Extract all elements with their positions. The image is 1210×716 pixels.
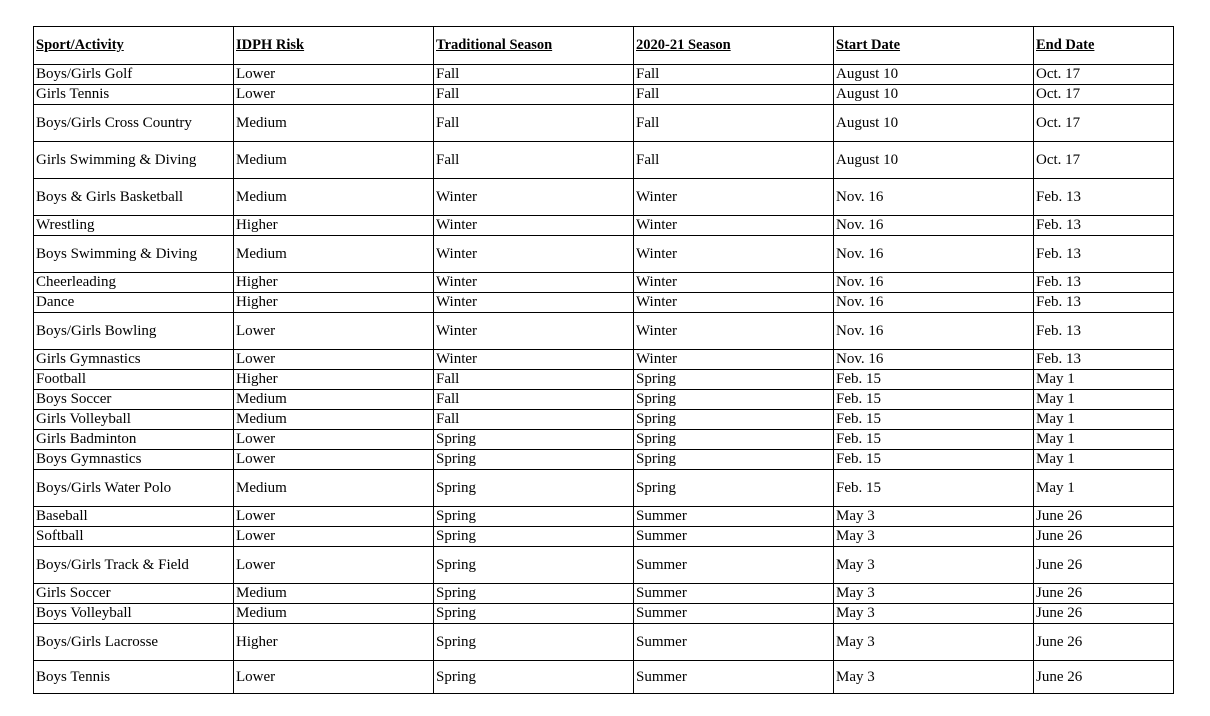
start-date-cell: Nov. 16 bbox=[834, 273, 1034, 293]
end-date-cell: Feb. 13 bbox=[1034, 350, 1174, 370]
season-2020-21-cell: Summer bbox=[634, 624, 834, 661]
table-row bbox=[34, 370, 1174, 390]
end-date-cell: June 26 bbox=[1034, 507, 1174, 527]
end-date-cell: Oct. 17 bbox=[1034, 85, 1174, 105]
season-2020-21-cell: Spring bbox=[634, 410, 834, 430]
table-row bbox=[34, 390, 1174, 410]
season-2020-21-cell: Winter bbox=[634, 236, 834, 273]
traditional-season-cell: Spring bbox=[434, 547, 634, 584]
season-2020-21-cell: Fall bbox=[634, 105, 834, 142]
risk-cell: Lower bbox=[234, 350, 434, 370]
start-date-cell: Feb. 15 bbox=[834, 390, 1034, 410]
season-2020-21-cell: Winter bbox=[634, 313, 834, 350]
traditional-season-cell: Spring bbox=[434, 450, 634, 470]
sport-cell: Girls Soccer bbox=[34, 584, 234, 604]
table-row bbox=[34, 527, 1174, 547]
season-2020-21-cell: Summer bbox=[634, 527, 834, 547]
traditional-season-cell: Winter bbox=[434, 313, 634, 350]
end-date-cell: June 26 bbox=[1034, 527, 1174, 547]
traditional-season-cell: Fall bbox=[434, 85, 634, 105]
header-start-date: Start Date bbox=[834, 27, 1034, 65]
traditional-season-cell: Winter bbox=[434, 179, 634, 216]
traditional-season-cell: Fall bbox=[434, 390, 634, 410]
sport-cell: Boys Volleyball bbox=[34, 604, 234, 624]
start-date-cell: Feb. 15 bbox=[834, 450, 1034, 470]
sport-cell: Football bbox=[34, 370, 234, 390]
season-2020-21-cell: Summer bbox=[634, 547, 834, 584]
table-row bbox=[34, 142, 1174, 179]
season-2020-21-cell: Winter bbox=[634, 350, 834, 370]
traditional-season-cell: Spring bbox=[434, 604, 634, 624]
traditional-season-cell: Spring bbox=[434, 584, 634, 604]
start-date-cell: Nov. 16 bbox=[834, 350, 1034, 370]
end-date-cell: June 26 bbox=[1034, 604, 1174, 624]
table-row bbox=[34, 293, 1174, 313]
start-date-cell: August 10 bbox=[834, 85, 1034, 105]
header-traditional-season: Traditional Season bbox=[434, 27, 634, 65]
end-date-cell: Oct. 17 bbox=[1034, 105, 1174, 142]
end-date-cell: Oct. 17 bbox=[1034, 65, 1174, 85]
header-row bbox=[34, 27, 1174, 65]
traditional-season-cell: Fall bbox=[434, 370, 634, 390]
traditional-season-cell: Spring bbox=[434, 661, 634, 694]
end-date-cell: June 26 bbox=[1034, 661, 1174, 694]
risk-cell: Lower bbox=[234, 661, 434, 694]
risk-cell: Medium bbox=[234, 470, 434, 507]
start-date-cell: May 3 bbox=[834, 604, 1034, 624]
end-date-cell: Oct. 17 bbox=[1034, 142, 1174, 179]
table-row bbox=[34, 216, 1174, 236]
sport-cell: Boys Soccer bbox=[34, 390, 234, 410]
risk-cell: Medium bbox=[234, 410, 434, 430]
risk-cell: Medium bbox=[234, 236, 434, 273]
traditional-season-cell: Winter bbox=[434, 350, 634, 370]
start-date-cell: Nov. 16 bbox=[834, 313, 1034, 350]
start-date-cell: Nov. 16 bbox=[834, 293, 1034, 313]
table-row bbox=[34, 273, 1174, 293]
sport-cell: Boys/Girls Bowling bbox=[34, 313, 234, 350]
start-date-cell: Feb. 15 bbox=[834, 370, 1034, 390]
end-date-cell: May 1 bbox=[1034, 450, 1174, 470]
header-idph-risk: IDPH Risk bbox=[234, 27, 434, 65]
season-2020-21-cell: Spring bbox=[634, 370, 834, 390]
table-row bbox=[34, 179, 1174, 216]
end-date-cell: Feb. 13 bbox=[1034, 236, 1174, 273]
traditional-season-cell: Winter bbox=[434, 216, 634, 236]
sport-cell: Boys/Girls Golf bbox=[34, 65, 234, 85]
sport-cell: Boys & Girls Basketball bbox=[34, 179, 234, 216]
traditional-season-cell: Winter bbox=[434, 273, 634, 293]
traditional-season-cell: Winter bbox=[434, 236, 634, 273]
start-date-cell: May 3 bbox=[834, 661, 1034, 694]
risk-cell: Medium bbox=[234, 604, 434, 624]
season-2020-21-cell: Summer bbox=[634, 507, 834, 527]
sport-cell: Softball bbox=[34, 527, 234, 547]
risk-cell: Medium bbox=[234, 142, 434, 179]
risk-cell: Lower bbox=[234, 65, 434, 85]
season-2020-21-cell: Spring bbox=[634, 470, 834, 507]
table-row bbox=[34, 65, 1174, 85]
traditional-season-cell: Spring bbox=[434, 430, 634, 450]
risk-cell: Higher bbox=[234, 624, 434, 661]
season-2020-21-cell: Summer bbox=[634, 584, 834, 604]
end-date-cell: Feb. 13 bbox=[1034, 313, 1174, 350]
traditional-season-cell: Winter bbox=[434, 293, 634, 313]
table-row bbox=[34, 624, 1174, 661]
start-date-cell: May 3 bbox=[834, 547, 1034, 584]
table-row bbox=[34, 236, 1174, 273]
risk-cell: Higher bbox=[234, 216, 434, 236]
sport-cell: Boys/Girls Cross Country bbox=[34, 105, 234, 142]
season-2020-21-cell: Winter bbox=[634, 216, 834, 236]
sport-cell: Girls Tennis bbox=[34, 85, 234, 105]
start-date-cell: Feb. 15 bbox=[834, 410, 1034, 430]
sport-cell: Girls Volleyball bbox=[34, 410, 234, 430]
table-row bbox=[34, 470, 1174, 507]
end-date-cell: Feb. 13 bbox=[1034, 293, 1174, 313]
start-date-cell: Feb. 15 bbox=[834, 470, 1034, 507]
season-2020-21-cell: Winter bbox=[634, 273, 834, 293]
risk-cell: Lower bbox=[234, 507, 434, 527]
table-row bbox=[34, 450, 1174, 470]
season-2020-21-cell: Spring bbox=[634, 450, 834, 470]
header-end-date: End Date bbox=[1034, 27, 1174, 65]
sport-cell: Boys/Girls Water Polo bbox=[34, 470, 234, 507]
risk-cell: Higher bbox=[234, 370, 434, 390]
traditional-season-cell: Fall bbox=[434, 65, 634, 85]
start-date-cell: August 10 bbox=[834, 105, 1034, 142]
start-date-cell: Nov. 16 bbox=[834, 236, 1034, 273]
header-sport-activity: Sport/Activity bbox=[34, 27, 234, 65]
sports-schedule-table bbox=[33, 26, 1174, 694]
season-2020-21-cell: Fall bbox=[634, 85, 834, 105]
risk-cell: Higher bbox=[234, 273, 434, 293]
end-date-cell: May 1 bbox=[1034, 410, 1174, 430]
traditional-season-cell: Fall bbox=[434, 142, 634, 179]
table-row bbox=[34, 661, 1174, 694]
start-date-cell: August 10 bbox=[834, 142, 1034, 179]
sport-cell: Wrestling bbox=[34, 216, 234, 236]
sport-cell: Boys/Girls Lacrosse bbox=[34, 624, 234, 661]
end-date-cell: Feb. 13 bbox=[1034, 179, 1174, 216]
table-row bbox=[34, 313, 1174, 350]
sport-cell: Boys Gymnastics bbox=[34, 450, 234, 470]
traditional-season-cell: Spring bbox=[434, 527, 634, 547]
start-date-cell: May 3 bbox=[834, 584, 1034, 604]
season-2020-21-cell: Spring bbox=[634, 430, 834, 450]
sport-cell: Girls Badminton bbox=[34, 430, 234, 450]
table-row bbox=[34, 350, 1174, 370]
risk-cell: Lower bbox=[234, 547, 434, 584]
start-date-cell: May 3 bbox=[834, 507, 1034, 527]
end-date-cell: May 1 bbox=[1034, 430, 1174, 450]
table-row bbox=[34, 85, 1174, 105]
risk-cell: Lower bbox=[234, 85, 434, 105]
risk-cell: Medium bbox=[234, 584, 434, 604]
table-row bbox=[34, 604, 1174, 624]
season-2020-21-cell: Fall bbox=[634, 142, 834, 179]
season-2020-21-cell: Summer bbox=[634, 604, 834, 624]
sport-cell: Girls Swimming & Diving bbox=[34, 142, 234, 179]
risk-cell: Lower bbox=[234, 313, 434, 350]
risk-cell: Medium bbox=[234, 105, 434, 142]
sport-cell: Cheerleading bbox=[34, 273, 234, 293]
risk-cell: Medium bbox=[234, 390, 434, 410]
header-2020-21-season: 2020-21 Season bbox=[634, 27, 834, 65]
traditional-season-cell: Fall bbox=[434, 105, 634, 142]
season-2020-21-cell: Summer bbox=[634, 661, 834, 694]
table-row bbox=[34, 547, 1174, 584]
start-date-cell: Nov. 16 bbox=[834, 179, 1034, 216]
start-date-cell: May 3 bbox=[834, 527, 1034, 547]
season-2020-21-cell: Winter bbox=[634, 293, 834, 313]
sport-cell: Dance bbox=[34, 293, 234, 313]
end-date-cell: May 1 bbox=[1034, 370, 1174, 390]
table-row bbox=[34, 105, 1174, 142]
start-date-cell: Nov. 16 bbox=[834, 216, 1034, 236]
table-row bbox=[34, 430, 1174, 450]
risk-cell: Lower bbox=[234, 450, 434, 470]
end-date-cell: Feb. 13 bbox=[1034, 273, 1174, 293]
risk-cell: Medium bbox=[234, 179, 434, 216]
risk-cell: Lower bbox=[234, 430, 434, 450]
end-date-cell: June 26 bbox=[1034, 584, 1174, 604]
table-row bbox=[34, 584, 1174, 604]
traditional-season-cell: Spring bbox=[434, 470, 634, 507]
start-date-cell: Feb. 15 bbox=[834, 430, 1034, 450]
start-date-cell: August 10 bbox=[834, 65, 1034, 85]
sport-cell: Girls Gymnastics bbox=[34, 350, 234, 370]
sport-cell: Baseball bbox=[34, 507, 234, 527]
season-2020-21-cell: Fall bbox=[634, 65, 834, 85]
table-body bbox=[34, 65, 1174, 694]
end-date-cell: May 1 bbox=[1034, 470, 1174, 507]
risk-cell: Higher bbox=[234, 293, 434, 313]
sport-cell: Boys Tennis bbox=[34, 661, 234, 694]
sport-cell: Boys/Girls Track & Field bbox=[34, 547, 234, 584]
traditional-season-cell: Spring bbox=[434, 624, 634, 661]
season-2020-21-cell: Winter bbox=[634, 179, 834, 216]
start-date-cell: May 3 bbox=[834, 624, 1034, 661]
table-row bbox=[34, 507, 1174, 527]
risk-cell: Lower bbox=[234, 527, 434, 547]
season-2020-21-cell: Spring bbox=[634, 390, 834, 410]
traditional-season-cell: Spring bbox=[434, 507, 634, 527]
end-date-cell: June 26 bbox=[1034, 624, 1174, 661]
sport-cell: Boys Swimming & Diving bbox=[34, 236, 234, 273]
table-row bbox=[34, 410, 1174, 430]
end-date-cell: June 26 bbox=[1034, 547, 1174, 584]
traditional-season-cell: Fall bbox=[434, 410, 634, 430]
end-date-cell: May 1 bbox=[1034, 390, 1174, 410]
end-date-cell: Feb. 13 bbox=[1034, 216, 1174, 236]
